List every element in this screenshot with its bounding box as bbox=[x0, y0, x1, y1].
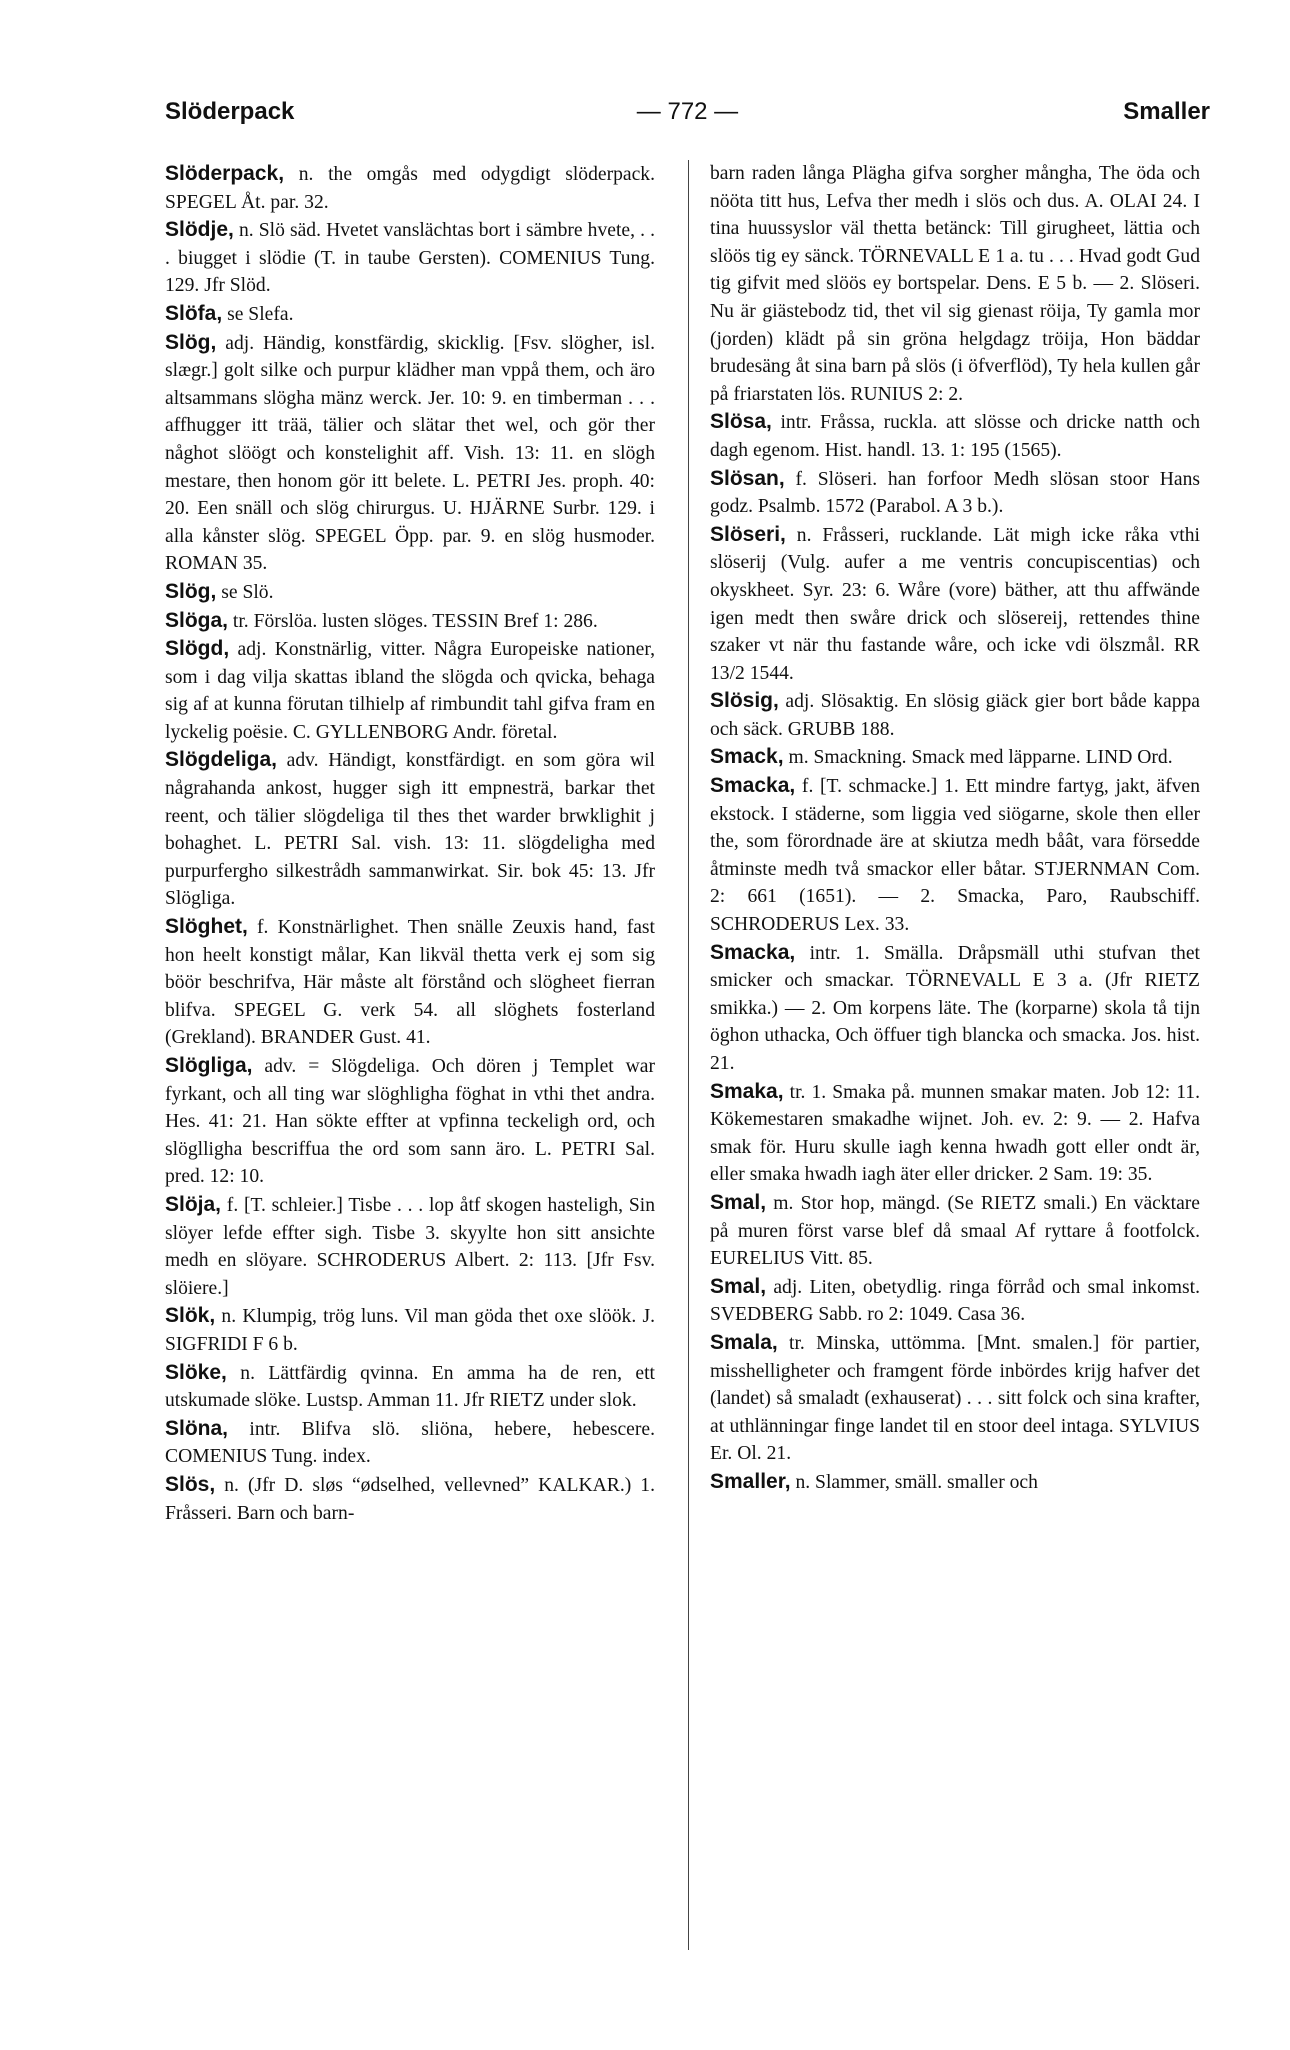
entry-headword: Smaka, bbox=[710, 1079, 784, 1103]
right-column bbox=[710, 160, 1200, 1497]
dictionary-entry bbox=[165, 578, 655, 607]
running-header bbox=[165, 98, 1210, 134]
entry-text: adj. Konstnärlig, vitter. Några Europeiske nationer, som i dag vilja skattas ibland the slögda och qvicka, behaga sig af at kunna förutan tilhielp af rimbundit tahl gifva fram en lyckelig poësie. C. GYLLENBORG Andr. företal. bbox=[165, 639, 655, 743]
dictionary-entry bbox=[710, 772, 1200, 939]
dictionary-entry bbox=[165, 1415, 655, 1471]
dictionary-entry bbox=[165, 607, 655, 636]
dictionary-entry bbox=[165, 635, 655, 746]
dictionary-entry bbox=[165, 746, 655, 913]
entry-headword: Smal, bbox=[710, 1274, 767, 1298]
page-number: — 772 — bbox=[636, 98, 739, 125]
entry-headword: Slösa, bbox=[710, 410, 772, 434]
entry-headword: Slöseri, bbox=[710, 522, 786, 546]
dictionary-entry bbox=[710, 1273, 1200, 1329]
entry-headword: Slögliga, bbox=[165, 1054, 253, 1077]
entry-headword: Slöfa, bbox=[165, 301, 223, 325]
entry-text: barn raden långa Plägha gifva sorgher mångha, The öda och nööta titt hus, Lefva ther medh i slös och dus. A. OLAI 24. I tina huussyslor väl thetta betänck: Till girugheet, lättia och slöös tig ey sänck. TÖRNEVALL E 1 a. tu . . . Hvad godt Gud tig gifvit med slöös ey bortspelar. Dens. E 5 b. — 2. Slöseri. Nu är giästebodz tid, thet vil sig gienast röija, Ty gamla mor (jorden) klädt på sin gröna helgdagz tröija, Hon bäddar brudesäng åt sina barn på slös (i öfverflöd), Ty hela kullen går på friarstaten lös. RUNIUS 2: 2. bbox=[710, 163, 1200, 405]
entry-text: intr. Fråssa, ruckla. att slösse och dricke natth och dagh egenom. Hist. handl. 13. 1: 195 (1565). bbox=[710, 412, 1200, 461]
entry-headword: Smack, bbox=[710, 745, 784, 769]
entry-headword: Slös, bbox=[165, 1472, 216, 1496]
dictionary-entry bbox=[710, 687, 1200, 743]
entry-text: f. [T. schmacke.] 1. Ett mindre fartyg, jakt, äfven ekstock. I städerne, som liggia ved siögarne, skole then eller the, som förordnade äre at skiutza medh båât, vara försedde åtminste medh två smackor eller båtar. STJERNMAN Com. 2: 661 (1651). — 2. Smacka, Paro, Raubschiff. SCHRODERUS Lex. 33. bbox=[710, 776, 1200, 936]
entry-text: se Slefa. bbox=[222, 303, 294, 325]
entry-text: n. the omgås med odygdigt slöderpack. SPEGEL Åt. par. 32. bbox=[165, 164, 655, 213]
entry-text: f. Slöseri. han forfoor Medh slösan stoor Hans godz. Psalmb. 1572 (Parabol. A 3 b.). bbox=[710, 468, 1200, 518]
entry-text: adj. Slösaktig. En slösig giäck gier bort både kappa och säck. GRUBB 188. bbox=[710, 691, 1200, 740]
entry-headword: Smala, bbox=[710, 1330, 778, 1354]
entry-text: adj. Händig, konstfärdig, skicklig. [Fsv. slögher, isl. slægr.] golt silke och purpur klädher man vppå them, och äro altsammans slögha mänz werck. Jer. 10: 9. en timberman . . . affhugger itt trää, tälier och slätar thet wel, och gör ther någhot slöögt och konstelighit aff. Vish. 13: 11. en slögh mestare, then honom gör itt belete. L. PETRI Jes. proph. 40: 20. Een snäll och slög chirurgus. U. HJÄRNE Surbr. 129. i alla kånster slög. SPEGEL Öpp. par. 9. en slög husmoder. ROMAN 35. bbox=[165, 332, 655, 575]
header-first-word: Slöderpack bbox=[165, 98, 295, 125]
entry-text: n. Klumpig, trög luns. Vil man göda thet oxe slöök. J. SIGFRIDI F 6 b. bbox=[165, 1306, 655, 1355]
entry-headword: Slögdeliga, bbox=[165, 748, 278, 772]
entry-headword: Slög, bbox=[165, 579, 217, 603]
entry-headword: Smal, bbox=[710, 1190, 767, 1214]
column-divider bbox=[688, 160, 689, 1950]
entry-text: intr. Blifva slö. sliöna, hebere, hebescere. COMENIUS Tung. index. bbox=[165, 1418, 655, 1468]
entry-text: n. Slö säd. Hvetet vanslächtas bort i sämbre hvete, . . . biugget i slödie (T. in taube Gersten). COMENIUS Tung. 129. Jfr Slöd. bbox=[165, 220, 655, 297]
dictionary-entry bbox=[165, 329, 655, 578]
dictionary-entry bbox=[710, 939, 1200, 1078]
dictionary-entry bbox=[165, 913, 655, 1052]
entry-headword: Slöga, bbox=[165, 608, 229, 632]
entry-text: n. (Jfr D. sløs “ødselhed, vellevned” KALKAR.) 1. Fråsseri. Barn och barn- bbox=[165, 1474, 655, 1524]
entry-headword: Slög, bbox=[165, 330, 217, 354]
entry-headword: Slöja, bbox=[165, 1192, 222, 1216]
entry-headword: Slösig, bbox=[710, 689, 779, 713]
entry-text: n. Lättfärdig qvinna. En amma ha de ren, ett utskumade slöke. Lustsp. Amman 11. Jfr RIETZ under slok. bbox=[165, 1362, 655, 1412]
entry-headword: Slöke, bbox=[165, 1360, 227, 1384]
entry-text: adj. Liten, obetydlig. ringa förråd och smal inkomst. SVEDBERG Sabb. ro 2: 1049. Casa 36. bbox=[710, 1276, 1200, 1326]
entry-text: tr. Förslöa. lusten slöges. TESSIN Bref 1: 286. bbox=[228, 610, 598, 632]
dictionary-entry bbox=[710, 465, 1200, 521]
entry-headword: Slök, bbox=[165, 1304, 216, 1328]
dictionary-entry bbox=[710, 160, 1200, 408]
entry-headword: Slöna, bbox=[165, 1416, 229, 1440]
dictionary-entry bbox=[165, 1302, 655, 1358]
entry-text: tr. Minska, uttömma. [Mnt. smalen.] för partier, misshelligheter och framgent förde inbördes krijg hafver det (landet) så smaladt (exhauserat) . . . sitt folck och sina krafter, at uthlänningar finge landet til en stoor deel intaga. SYLVIUS Er. Ol. 21. bbox=[710, 1332, 1200, 1465]
entry-text: m. Smackning. Smack med läpparne. LIND Ord. bbox=[783, 747, 1173, 769]
entry-text: f. [T. schleier.] Tisbe . . . lop åtf skogen hasteligh, Sin slöyer lefde effter sigh. Tisbe 3. skyylte hon sitt ansichte medh en slöyare. SCHRODERUS Albert. 2: 113. [Jfr Fsv. slöiere.] bbox=[165, 1194, 655, 1299]
dictionary-entry bbox=[165, 216, 655, 300]
dictionary-entry bbox=[710, 521, 1200, 688]
entry-text: tr. 1. Smaka på. munnen smakar maten. Job 12: 11. Kökemestaren smakadhe wijnet. Joh. ev. 2: 9. — 2. Hafva smak för. Huru skulle iagh kenna hwadh gott eller ondt är, eller smaka hwadh iagh äter eller dricker. 2 Sam. 19: 35. bbox=[710, 1081, 1200, 1186]
dictionary-entry bbox=[165, 1052, 655, 1191]
entry-headword: Slöghet, bbox=[165, 915, 248, 939]
left-column bbox=[165, 160, 655, 1527]
dictionary-entry bbox=[165, 300, 655, 329]
dictionary-entry bbox=[710, 1468, 1200, 1497]
entry-headword: Smacka, bbox=[710, 940, 796, 964]
entry-headword: Slödje, bbox=[165, 218, 234, 242]
dictionary-entry bbox=[710, 1329, 1200, 1468]
dictionary-entry bbox=[165, 1191, 655, 1302]
entry-text: n. Fråsseri, rucklande. Lät migh icke råka vthi slöserij (Vulg. aufer a me ventris concupiscentias) och okyskheet. Syr. 23: 6. Wåre (vore) bäther, att thu affwände igen medt then swåre drick och slösereij, rettendes thine szaker vt när thu fastande wåre, och icke vdi ölszmål. RR 13/2 1544. bbox=[710, 524, 1200, 684]
entry-headword: Slösan, bbox=[710, 466, 785, 490]
dictionary-entry bbox=[165, 1471, 655, 1527]
entry-text: f. Konstnärlighet. Then snälle Zeuxis hand, fast hon heelt konstigt målar, Kan likväl thetta verk ej som sig böör beschrifva, Här måste alt förstånd och slögheet fierran blifva. SPEGEL G. verk 54. all slöghets fosterland (Grekland). BRANDER Gust. 41. bbox=[165, 917, 655, 1049]
entry-text: adv. Händigt, konstfärdigt. en som göra wil någrahanda ankost, hugger sigh itt empnesträ, barkar thet reent, och tälier slögdeliga til thes thet warder brwklighit j bohaghet. L. PETRI Sal. vish. 13: 11. slögdeligha med purpurfergho silkestrådh sammanwirkat. Sir. bok 45: 13. Jfr Slögliga. bbox=[165, 750, 655, 910]
entry-text: m. Stor hop, mängd. (Se RIETZ smali.) En väcktare på muren först varse blef då smaal Af ryttare å footfolck. EURELIUS Vitt. 85. bbox=[710, 1192, 1200, 1270]
entry-headword: Slöderpack, bbox=[165, 162, 285, 185]
entry-text: n. Slammer, smäll. smaller och bbox=[790, 1471, 1038, 1493]
dictionary-entry bbox=[710, 1189, 1200, 1273]
dictionary-entry bbox=[710, 743, 1200, 772]
entry-headword: Smaller, bbox=[710, 1469, 791, 1493]
dictionary-entry bbox=[165, 1359, 655, 1415]
header-last-word: Smaller bbox=[1123, 98, 1210, 125]
dictionary-entry bbox=[710, 1078, 1200, 1189]
entry-headword: Slögd, bbox=[165, 637, 230, 661]
dictionary-entry bbox=[165, 160, 655, 216]
entry-text: se Slö. bbox=[216, 581, 274, 603]
entry-text: intr. 1. Smälla. Dråpsmäll uthi stufvan thet smicker och smackar. TÖRNEVALL E 3 a. (Jfr RIETZ smikka.) — 2. Om korpens läte. The (korparne) skola tå tijn öghon uthacka, Och öffuer tigh blancka och smacka. Jos. hist. 21. bbox=[710, 942, 1200, 1074]
dictionary-entry bbox=[710, 408, 1200, 464]
entry-headword: Smacka, bbox=[710, 774, 796, 798]
entry-text: adv. = Slögdeliga. Och dören j Templet war fyrkant, och all ting war slöghligha föghat in vthi thet andra. Hes. 41: 21. Han sökte effter at vpfinna teckeligh ord, och slöglligha bescriffua the ord som sann äro. L. PETRI Sal. pred. 12: 10. bbox=[165, 1056, 655, 1188]
